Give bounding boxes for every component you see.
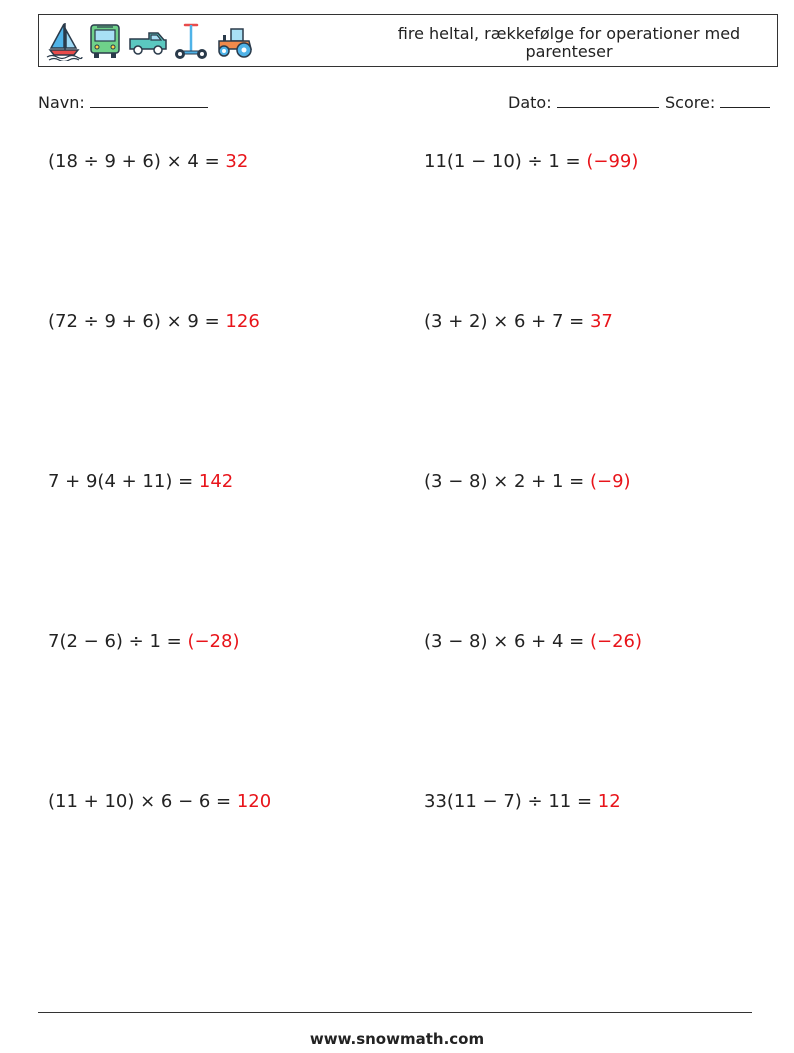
sailboat-icon <box>45 21 83 61</box>
tractor-icon <box>213 21 255 61</box>
problem-expression: 7 + 9(4 + 11) = <box>48 471 199 492</box>
footer-website[interactable]: www.snowmath.com <box>309 1030 485 1048</box>
problem-expression: 11(1 − 10) ÷ 1 = <box>424 151 587 172</box>
score-field <box>665 93 770 112</box>
problem-answer: 37 <box>589 311 613 332</box>
problem-expression: 33(11 − 7) ÷ 11 = <box>424 791 598 812</box>
problem-expression: (3 − 8) × 6 + 4 = <box>424 631 590 652</box>
score-label: Score: <box>665 93 716 112</box>
name-field <box>38 93 208 112</box>
problem-10 <box>424 791 621 812</box>
problem-answer: 126 <box>225 311 260 332</box>
problem-2 <box>424 151 638 172</box>
problem-4 <box>424 311 613 332</box>
score-blank[interactable] <box>720 93 770 108</box>
name-label: Navn: <box>38 93 85 112</box>
problem-answer: (−26) <box>589 631 642 652</box>
problem-answer: 142 <box>198 471 234 492</box>
worksheet-header <box>38 14 778 67</box>
problem-answer: (−99) <box>586 151 639 172</box>
problem-expression: 7(2 − 6) ÷ 1 = <box>48 631 188 652</box>
segway-icon <box>173 21 209 61</box>
header-icons <box>45 21 255 61</box>
problem-5 <box>48 471 233 492</box>
problem-expression: (11 + 10) × 6 − 6 = <box>48 791 237 812</box>
problem-expression: (3 + 2) × 6 + 7 = <box>424 311 590 332</box>
problem-3 <box>48 311 260 332</box>
problem-9 <box>48 791 271 812</box>
problem-answer: 32 <box>225 151 249 172</box>
problem-answer: 12 <box>597 791 621 812</box>
footer-divider <box>38 1012 752 1013</box>
worksheet-title: fire heltal, rækkefølge for operationer med parenteser <box>397 24 741 61</box>
name-blank[interactable] <box>90 93 208 108</box>
problem-7 <box>48 631 239 652</box>
problem-6 <box>424 471 631 492</box>
problem-answer: (−28) <box>187 631 240 652</box>
pickup-truck-icon <box>127 21 169 61</box>
bus-icon <box>87 21 123 61</box>
problem-expression: (18 ÷ 9 + 6) × 4 = <box>48 151 226 172</box>
problem-answer: (−9) <box>589 471 631 492</box>
problem-answer: 120 <box>236 791 272 812</box>
date-field <box>508 93 659 112</box>
date-blank[interactable] <box>557 93 659 108</box>
problem-expression: (3 − 8) × 2 + 1 = <box>424 471 590 492</box>
problem-8 <box>424 631 642 652</box>
date-label: Dato: <box>508 93 552 112</box>
problem-expression: (72 ÷ 9 + 6) × 9 = <box>48 311 226 332</box>
problem-1 <box>48 151 248 172</box>
